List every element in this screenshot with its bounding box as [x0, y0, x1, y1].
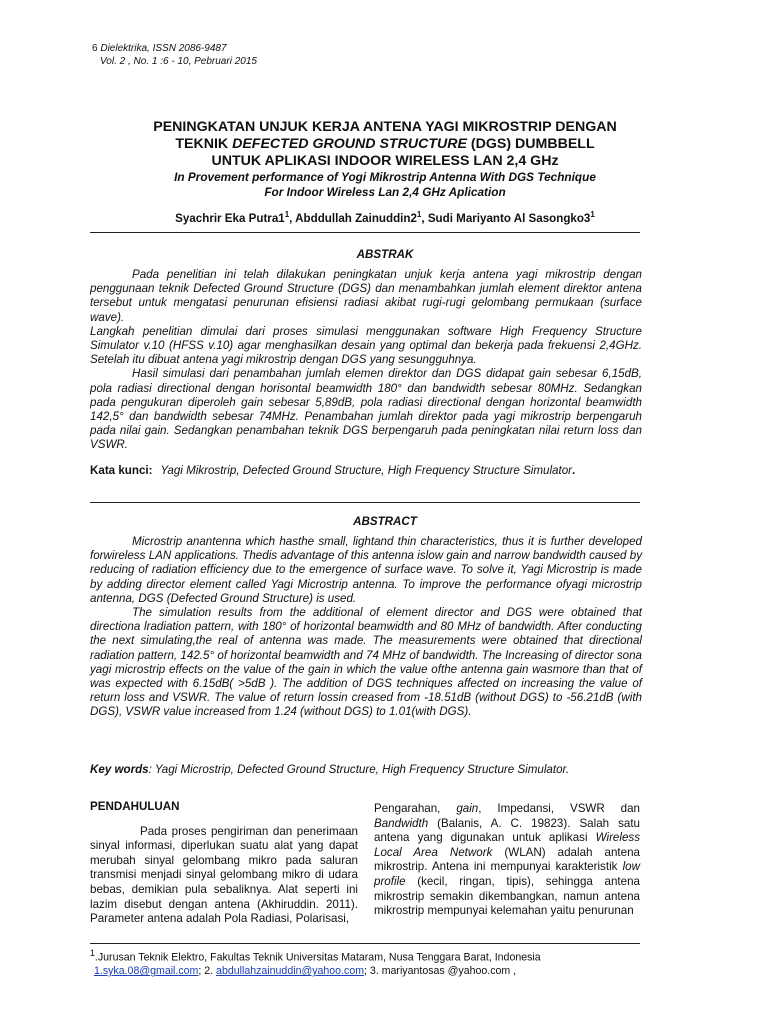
abstract-paragraph-1: Microstrip anantenna which hasthe small, lightand thin characteristics, thus it is further developed forwireless LAN applications. Thedis advantage of this antenna islow gain and narrow bandwidth caused by reducing of radiation efficiency due to the emergence of surface wave. To solve it, Yagi Microstrip is made by adding director element called Yagi Microstrip antenna. To improve the performance ofyagi microstrip antenna, DGS (Defected Ground Structure) is used.	[90, 535, 642, 605]
intro-paragraph-left: Pada proses pengiriman dan penerimaan sinyal informasi, diperlukan suatu alat yang dapat merubah sinyal gelombang mikro pada saluran transmisi menjadi sinyal gelombang mikro di udara bebas, demikian pula sebaliknya. Alat seperti ini lazim disebut dengan antena (Akhiruddin. 2011). Parameter antena adalah Pola Radiasi, Polarisasi,	[90, 824, 358, 926]
email-link-1[interactable]: 1.syka.08@gmail.com	[94, 965, 199, 978]
kata-kunci	[90, 464, 642, 478]
footnote-affiliation: .Jurusan Teknik Elektro, Fakultas Teknik Universitas Mataram, Nusa Tenggara Barat, Indonesia	[94, 951, 541, 964]
title-line-3: UNTUK APLIKASI INDOOR WIRELESS LAN 2,4 GHz	[211, 153, 559, 169]
abstract-body	[90, 535, 642, 720]
author-list: Syachrir Eka $Putra1^1$, Abddullah $Zainuddin2^1$, Sudi Mariyanto Al $Sasongko3^1$	[175, 210, 595, 225]
abstrak-heading: ABSTRAK	[356, 248, 414, 261]
journal-name: Dielektrika, ISSN 2086-9487	[100, 43, 227, 54]
running-header	[92, 42, 257, 68]
footnote: $^1$.Jurusan Teknik Elektro, Fakultas Teknik Universitas Mataram, Nusa Tenggara Barat, Indonesia 1.syka.08@gmail.com; 2. abdullahzainuddin@yahoo.com; 3. mariyantosas @yahoo.com ,	[90, 948, 541, 978]
key-words-text: : Yagi Microstrip, Defected Ground Structure, High Frequency Structure Simulator.	[148, 763, 570, 776]
divider	[90, 232, 640, 233]
key-words	[90, 763, 642, 777]
footnote-divider	[90, 943, 640, 944]
abstract-heading: ABSTRACT	[353, 515, 417, 528]
right-column	[374, 802, 640, 919]
page-number: 6	[92, 43, 98, 54]
section-heading-pendahuluan: PENDAHULUAN	[90, 800, 180, 813]
paper-subtitle: In Provement performance of Yogi Mikrostrip Antenna With DGS Technique For Indoor Wireless Lan 2,4 GHz Aplication	[174, 170, 596, 199]
title-line-1: PENINGKATAN UNJUK KERJA ANTENA YAGI MIKROSTRIP DENGAN	[153, 119, 617, 135]
abstrak-paragraph-1: Pada penelitian ini telah dilakukan peningkatan unjuk kerja antena yagi mikrostrip dengan penggunaan teknik Defected Ground Structure (DGS) dan menambahkan jumlah element direktor antena tersebut untuk mengatasi penurunan efisiensi radiasi akibat rugi-rugi gelombang permukaan (surface wave).	[90, 268, 642, 324]
email-link-2[interactable]: abdullahzainuddin@yahoo.com	[216, 965, 365, 978]
abstrak-paragraph-3: Hasil simulasi dari penambahan jumlah elemen direktor dan DGS didapat gain sebesar 6,15dB, pola radiasi directional dengan horisontal beamwidth 180° dan bandwidth sebesar 80MHz. Sedangkan pada pengukuran diperoleh gain sebesar 5,89dB, pola radiasi directional dengan horizontal beamwidth 142,5° dan bandwidth sebesar 74MHz. Penambahan jumlah direktor pada yagi mikrostrip berpengaruh pada nilai gain. Sedangkan penambahan teknik DGS berpengaruh pada peningkatan nilai return loss dan VSWR.	[90, 367, 642, 452]
title-line-2: TEKNIK DEFECTED GROUND STRUCTURE (DGS) DUMBBELL	[175, 136, 595, 152]
left-column	[90, 800, 358, 927]
abstract-paragraph-2: The simulation results from the additional of element director and DGS were obtained that directiona lradiation pattern, with 180° of horizontal beamwidth and 80 MHz of bandwidth. After conducting the next simulating,the real of antenna was made. The measurements were obtained that directional radiation pattern, 142.5° of horizontal beamwidth and 74 MHz of bandwidth. The Increasing of director sona yagi microstrip effects on the value of the gain in which the value ofthe antenna gain wasmore than that of was expected with 6.15dB( >5dB ). The addition of DGS techniques affected on increasing the value of return loss and VSWR. The value of return lossin creased from -18.51dB (without DGS) to -56.21dB (with DGS), VSWR value increased from 1.24 (without DGS) to 1.01(with DGS).	[90, 606, 642, 719]
paper-title	[90, 119, 680, 170]
intro-paragraph-right: Pengarahan, gain, Impedansi, VSWR dan Bandwidth (Balanis, A. C. 19823). Salah satu antena yang digunakan untuk aplikasi Wireless Local Area Network (WLAN) adalah antena mikrostrip. Antena ini mempunyai karakteristik low profile (kecil, ringan, tipis), sehingga antena mikrostrip semakin dikembangkan, namun antena mikrostrip mempunyai kelemahan yaitu penurunan	[374, 802, 640, 918]
abstrak-paragraph-2: Langkah penelitian dimulai dari proses simulasi menggunakan software High Frequency Structure Simulator v.10 (HFSS v.10) agar menghasilkan desain yang optimal dan bekerja pada frekuensi 2,4GHz. Setelah itu dibuat antena yagi mikrostrip dengan DGS yang sesungguhnya.	[90, 324, 642, 367]
kata-kunci-label: Kata kunci:	[90, 464, 153, 477]
key-words-label: Key words	[90, 763, 149, 776]
journal-volume: Vol. 2 , No. 1 :6 - 10, Pebruari 2015	[100, 56, 257, 67]
divider	[90, 502, 640, 503]
abstrak-body	[90, 268, 642, 453]
kata-kunci-text: Yagi Mikrostrip, Defected Ground Structure, High Frequency Structure Simulator.	[160, 464, 576, 477]
